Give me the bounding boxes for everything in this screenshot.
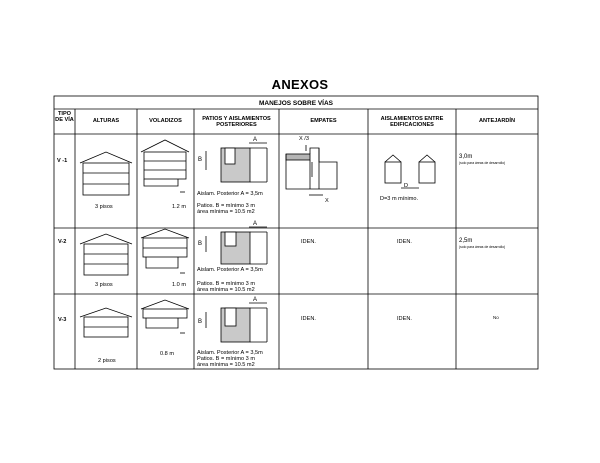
row2-alturas-diagram [78,232,134,278]
row1-antejardin: 3,0m [459,154,473,160]
header-alturas: ALTURAS [92,118,120,124]
row2-alturas-text: 3 pisos [95,282,113,288]
row2-voladizo-diagram [140,227,192,279]
row1-empates-label-bottom: X [325,198,329,204]
row3-aislam-posterior: Aislam. Posterior A = 3,5m [197,350,263,356]
header-tipo: TIPO DE VÍA [55,111,74,124]
header-antejardin: ANTEJARDÍN [478,118,516,124]
row1-empates-label-top: X /3 [299,136,309,142]
row3-empates-text: IDEN. [301,316,316,322]
row1-tipo: V -1 [57,158,68,164]
row1-voladizo-diagram [140,138,192,198]
row1-alturas-text: 3 pisos [95,204,113,210]
row1-aislam-posterior: Aislam. Posterior A = 3,5m [197,191,263,197]
row1-patio-label-a: A [253,137,258,143]
row1-patios-line2: área mínima = 10.5 m2 [197,209,255,215]
row1-antejardin-note: (solo para áreas de desarrollo) [459,161,506,165]
row2-patio-label-a: A [253,221,258,227]
row1-aisl-label: D [404,183,409,189]
row3-antejardin: No [493,315,499,320]
row3-tipo: V-3 [58,317,67,323]
row2-patios-line2: área mínima = 10.5 m2 [197,287,255,293]
row3-patios-line1: Patios. B = mínimo 3 m [197,356,255,362]
row2-antejardin: 2,5m [459,238,473,244]
row1-aislamientos-diagram [372,150,452,196]
row1-patio-diagram [195,134,279,190]
row3-patio-label-b: B [198,319,203,325]
row3-voladizo-text: 0.8 m [160,351,174,357]
row2-empates-text: IDEN. [301,239,316,245]
header-empates: EMPATES [310,118,337,124]
page-title: ANEXOS [271,77,329,92]
row2-patio-diagram [195,218,279,268]
row2-tipo: V-2 [58,239,67,245]
row2-aislam-posterior: Aislam. Posterior A = 3,5m [197,267,263,273]
row3-alturas-text: 2 pisos [98,358,116,364]
row3-voladizo-diagram [140,298,192,342]
row3-patios-line2: área mínima = 10.5 m2 [197,362,255,368]
header-voladizos: VOLADIZOS [149,118,182,124]
row3-patio-diagram [195,294,279,346]
row1-aislamientos-text: D=3 m mínimo. [380,196,419,202]
row3-patio-label-a: A [253,297,258,303]
row2-antejardin-note: (solo para áreas de desarrollo) [459,245,506,249]
row1-patio-label-b: B [198,157,203,163]
row3-alturas-diagram [78,306,134,340]
row2-patio-label-b: B [198,241,203,247]
row3-aislamientos-text: IDEN. [397,316,412,322]
table-title: MANEJOS SOBRE VÍAS [258,100,334,107]
row1-voladizo-text: 1.2 m [172,204,186,210]
row2-patios-line1: Patios. B = mínimo 3 m [197,281,255,287]
row1-alturas-diagram [78,150,134,198]
header-aislamientos: AISLAMIENTOS ENTRE EDIFICACIONES [380,116,444,129]
row2-voladizo-text: 1.0 m [172,282,186,288]
row1-empates-diagram [282,132,366,204]
row1-patios-line1: Patios. B = mínimo 3 m [197,203,255,209]
header-patios: PATIOS Y AISLAMIENTOS POSTERIORES [202,116,271,129]
row2-aislamientos-text: IDEN. [397,239,412,245]
